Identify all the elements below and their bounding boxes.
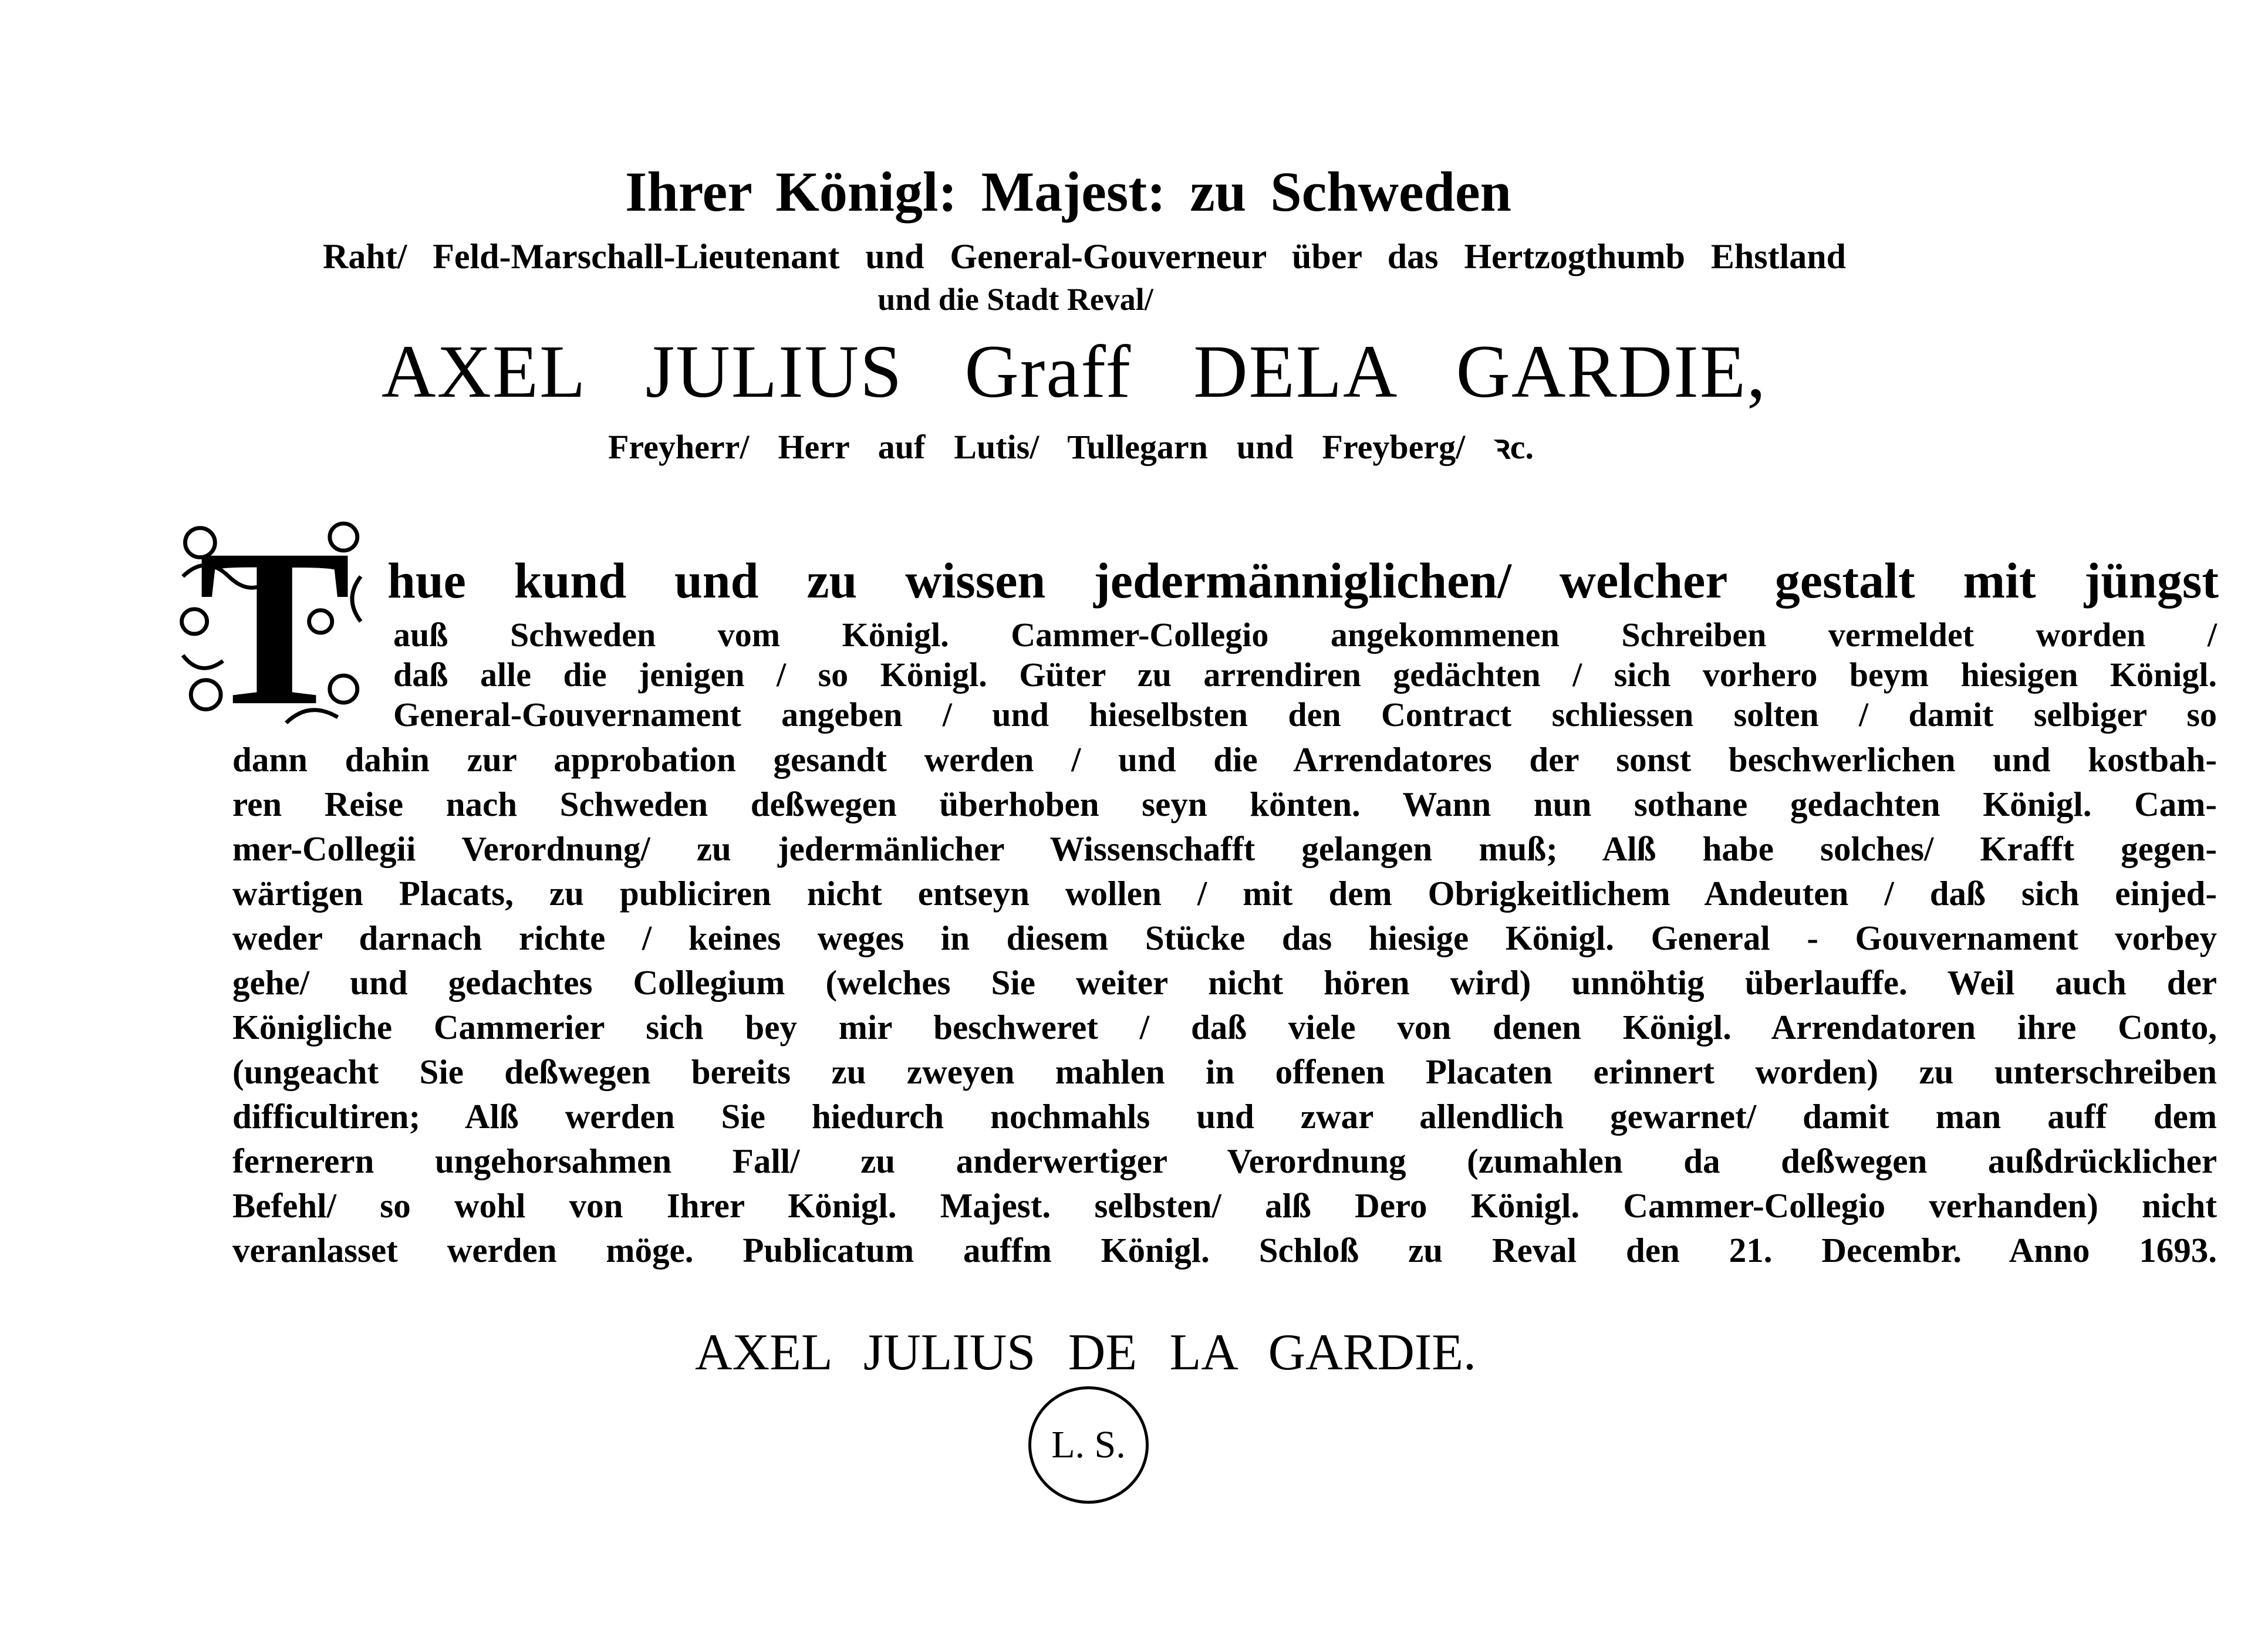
body-line: wärtigen Placats, zu publiciren nicht entseyn wollen / mit dem Obrigkeitlichem Andeuten / daß sich einjed-: [232, 874, 2217, 913]
body-line: daß alle die jenigen / so Königl. Güter zu arrendiren gedächten / sich vorhero beym hiesigen Königl.: [393, 656, 2217, 694]
body-line: ren Reise nach Schweden deßwegen überhoben seyn könten. Wann nun sothane gedachten Königl. Cam-: [232, 785, 2217, 823]
body-line: Befehl/ so wohl von Ihrer Königl. Majest. selbsten/ alß Dero Königl. Cammer-Collegio verhanden) nicht: [232, 1186, 2217, 1225]
seal-text: L. S.: [1051, 1423, 1126, 1466]
seal-locus-sigilli: [1028, 1386, 1149, 1504]
body-line: mer-Collegii Verordnung/ zu jedermänlicher Wissenschafft gelangen muß; Alß habe solches/ Krafft gegen-: [232, 829, 2217, 868]
body-first-line: hue kund und zu wissen jedermänniglichen/ welcher gestalt mit jüngst: [387, 552, 2219, 609]
issuer-name: AXEL JULIUS Graff DELA GARDIE,: [382, 330, 1767, 413]
office-line: Raht/ Feld-Marschall-Lieutenant und General-Gouverneur über das Hertzogthumb Ehstland: [323, 237, 1846, 276]
body-line: fernerern ungehorsahmen Fall/ zu anderwertiger Verordnung (zumahlen da deßwegen außdrücklicher: [232, 1142, 2217, 1180]
city-line: und die Stadt Reval/: [878, 282, 1153, 317]
body-line: General-Gouvernament angeben / und hieselbsten den Contract schliessen solten / damit selbiger so: [393, 696, 2217, 734]
issuer-titles: Freyherr/ Herr auf Lutis/ Tullegarn und Freyberg/ ꝛc.: [608, 428, 1534, 466]
decorated-initial-icon: [171, 509, 377, 732]
body-line: dann dahin zur approbation gesandt werden / und die Arrendatores der sonst beschwerlichen und kostbah-: [232, 740, 2217, 779]
title-line: Ihrer Königl: Majest: zu Schweden: [625, 160, 1511, 223]
signature: AXEL JULIUS DE LA GARDIE.: [695, 1324, 1476, 1381]
body-line: difficultiren; Alß werden Sie hiedurch nochmahls und zwar allendlich gewarnet/ damit man auff dem: [232, 1097, 2217, 1136]
body-line: gehe/ und gedachtes Collegium (welches Sie weiter nicht hören wird) unnöhtig überlauffe. Weil auch der: [232, 963, 2217, 1002]
body-line: veranlasset werden möge. Publicatum auffm Königl. Schloß zu Reval den 21. Decembr. Anno 1693.: [232, 1231, 2217, 1270]
body-line: auß Schweden vom Königl. Cammer-Collegio angekommenen Schreiben vermeldet worden /: [393, 616, 2217, 654]
dropcap-letter: T: [198, 509, 352, 732]
body-line: (ungeacht Sie deßwegen bereits zu zweyen mahlen in offenen Placaten erinnert worden) zu unterschreiben: [232, 1052, 2217, 1091]
body-line: weder darnach richte / keines weges in diesem Stücke das hiesige Königl. General - Gouvernament vorbey: [232, 919, 2217, 957]
body-line: Königliche Cammerier sich bey mir beschweret / daß viele von denen Königl. Arrendatoren ihre Conto,: [232, 1008, 2217, 1046]
